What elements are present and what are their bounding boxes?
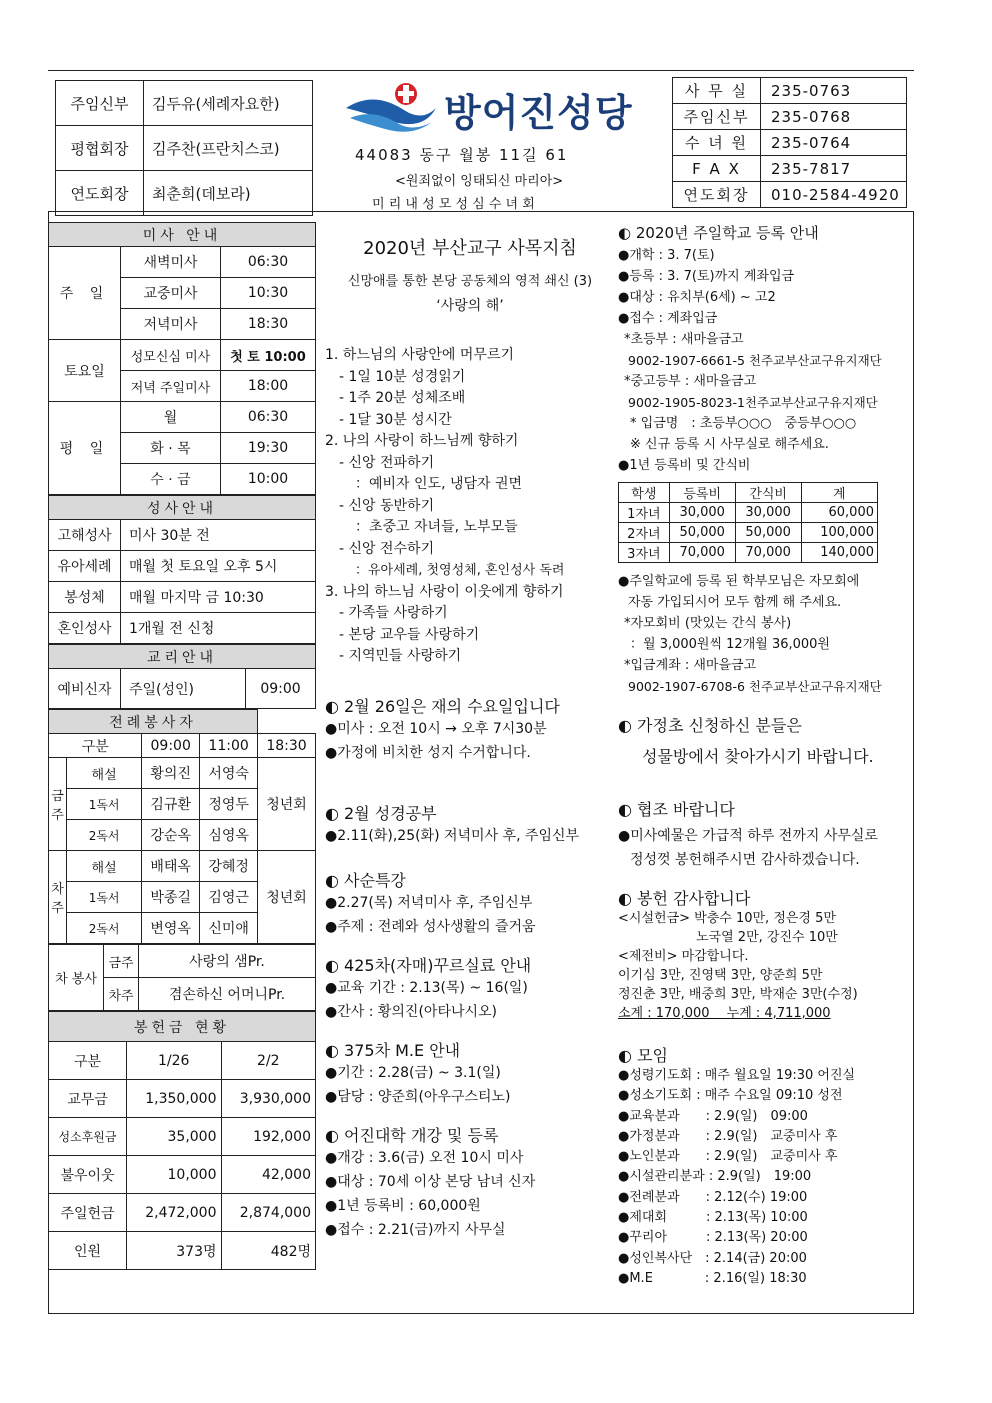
mass-time: 첫 토 10:00 [221,340,316,371]
meeting-line: ●시설관리분과 : 2.9(일) 19:00 [618,1169,812,1185]
server-name: 강순옥 [142,820,200,851]
offering-table [48,1011,316,1270]
school-line: *중고등부 : 새마을금고 [624,374,757,389]
guide-line: ：예비자 인도, 냉담자 권면 [355,476,523,492]
offering-value: 1,350,000 [127,1080,222,1118]
parents-info [618,571,913,697]
mass-name: 수 · 금 [121,464,221,495]
meeting-line: ●가정분과 : 2.9(일) 교중미사 후 [618,1128,838,1144]
meeting-line: ●전례분과 : 2.12(수) 19:00 [618,1189,808,1205]
pastor-phone: 235-0768 [761,104,907,130]
meetings-list [618,1066,913,1289]
sisters-name: 미 리 내 성 모 성 심 수 녀 회 [372,197,535,212]
pastoral-guide-subtitle: 신망애를 통한 본당 공동체의 영적 쇄신 (3) [347,274,593,289]
sacrament-value: 미사 30분 전 [121,520,316,551]
lent-lecture-title: ◐ 사순특강 [325,870,406,890]
school-line: ●대상 : 유치부(6세) ~ 고2 [618,290,776,305]
mass-time: 18:30 [221,309,316,340]
liturgy-head: 09:00 [142,734,200,758]
meeting-line: ●M.E : 2.16(일) 18:30 [618,1270,807,1286]
sacrament-label: 혼인성사 [49,613,121,644]
meeting-line: ●교육분과 : 2.9(일) 09:00 [618,1108,808,1124]
fee-cell: 3자녀 [619,543,670,563]
fee-head: 계 [801,483,877,503]
mass-time: 06:30 [221,247,316,278]
fee-cell: 50,000 [735,523,801,543]
guide-line: 1. 하느님의 사랑안에 머무르기 [325,347,514,363]
offering-head: 2/2 [221,1042,316,1080]
offering-label: 교무금 [49,1080,127,1118]
parent-line: *자모회비 (맛있는 간식 봉사) [624,616,792,631]
guide-line: 2. 나의 사랑이 하느님께 향하기 [325,433,519,449]
server-name: 서영숙 [200,758,258,789]
fee-cell: 30,000 [735,503,801,523]
liturgy-title: 전례봉사자 [49,710,258,734]
car-week: 차주 [104,978,139,1011]
fee-cell: 70,000 [669,543,735,563]
thanks-line: 노국열 2만, 강진수 10만 [696,930,838,945]
thanks-line: 정진춘 3만, 배중희 3만, 박재순 3만(수정) [618,987,858,1002]
fee-cell: 100,000 [801,523,877,543]
palm-title: ◐ 가정초 신청하신 분들은 [618,716,802,735]
cursillo-line: ●교육 기간 : 2.13(목) ~ 16(일) [325,979,528,996]
me-line: ●기간 : 2.28(금) ~ 3.1(일) [325,1064,501,1081]
car-week: 금주 [104,945,139,978]
pastor-label: 주임신부 [56,81,144,126]
parent-line: 자동 가입되시어 모두 함께 해 주세요. [628,595,842,610]
school-line: *초등부 : 새마을금고 [624,332,744,347]
offering-value: 10,000 [127,1156,222,1194]
liturgy-head: 구분 [49,734,142,758]
fee-cell: 140,000 [801,543,877,563]
server-name: 김영근 [200,882,258,913]
car-group: 겸손하신 어머니Pr. [139,978,316,1011]
fax-label: F A X [673,156,761,182]
pastoral-guide-title: 2020년 부산교구 사목지침 [363,238,577,259]
school-line: ●1년 등록비 및 간식비 [618,458,751,473]
mass-name: 저녁미사 [121,309,221,340]
role-label: 해설 [67,851,142,882]
thanks-line: 이기심 3만, 진영택 3만, 양준희 5만 [618,968,823,983]
sunday-label: 주 일 [49,247,121,340]
guide-line: - 1일 10분 성경읽기 [339,368,466,385]
me-line: ●담당 : 양준희(아우구스티노) [325,1088,511,1105]
server-name: 강혜정 [200,851,258,882]
mass-time: 10:00 [221,464,316,495]
offering-label: 성소후원금 [49,1118,127,1156]
sacrament-value: 1개월 전 신청 [121,613,316,644]
cursillo-title: ◐ 425차(자매)꾸르실료 안내 [325,955,532,975]
offering-head: 1/26 [127,1042,222,1080]
meeting-line: ●제대회 : 2.13(목) 10:00 [618,1210,808,1226]
school-line: ●개학 : 3. 7(토) [618,248,715,263]
council-name: 김주찬(프란치스코) [144,126,313,171]
office-label: 사 무 실 [673,78,761,104]
cooperation-line: ●미사예물은 가급적 하루 전까지 사무실로 [618,828,878,844]
liturgy-head: 18:30 [258,734,316,758]
server-name: 신미애 [200,913,258,944]
fee-head: 학생 [619,483,670,503]
senior-college-line: ●접수 : 2.21(금)까지 사무실 [325,1221,506,1238]
mass-time: 06:30 [221,402,316,433]
mass-name: 교중미사 [121,278,221,309]
senior-college-line: ●대상 : 70세 이상 본당 남녀 신자 [325,1173,536,1190]
church-name: 방어진성당 [444,91,633,135]
mass-time: 10:30 [221,278,316,309]
pastor-phone-label: 주임신부 [673,104,761,130]
school-line: * 입금명 : 초등부○○○ 중등부○○○ [630,416,857,431]
offering-value: 35,000 [127,1118,222,1156]
church-logo-icon [344,78,439,133]
offering-value: 42,000 [221,1156,316,1194]
mass-table [48,222,316,495]
doctrine-label: 예비신자 [49,669,121,709]
guide-line: - 신앙 동반하기 [339,497,435,514]
pastoral-guide-list [325,345,615,668]
left-column [48,222,316,1270]
fax-number: 235-7817 [761,156,907,182]
thanks-title: ◐ 봉헌 감사합니다 [618,889,751,908]
meeting-line: ●노인분과 : 2.9(일) 교중미사 후 [618,1149,838,1165]
offering-title: 봉헌금 현황 [49,1012,316,1042]
parent-line: ●주일학교에 등록 된 학부모님은 자모회에 [618,574,860,589]
school-line: ●등록 : 3. 7(토)까지 계좌입금 [618,269,795,284]
palm-line: 성물방에서 찾아가시기 바랍니다. [642,747,874,766]
car-group: 사랑의 샘Pr. [139,945,316,978]
offering-value: 2,472,000 [127,1194,222,1232]
senior-college-title: ◐ 어진대학 개강 및 등록 [325,1125,499,1145]
parent-line: ：월 3,000원씩 12개월 36,000원 [630,637,830,652]
fee-cell: 60,000 [801,503,877,523]
role-label: 1독서 [67,789,142,820]
meeting-line: ●성소기도회 : 매주 수요일 09:10 성전 [618,1088,843,1104]
thanks-list [618,909,913,1023]
pastor-name: 김두유(세례자요한) [144,81,313,126]
mass-time: 19:30 [221,433,316,464]
ash-wednesday-line: ●미사 : 오전 10시 → 오후 7시30분 [325,720,547,737]
mass-name: 새벽미사 [121,247,221,278]
convent-label: 수 녀 원 [673,130,761,156]
meetings-title: ◐ 모임 [618,1046,668,1065]
school-line: 9002-1905-8023-1천주교부산교구유지재단 [628,395,878,410]
mass-name: 월 [121,402,221,433]
fee-head: 등록비 [669,483,735,503]
fee-cell: 50,000 [669,523,735,543]
fee-table [618,482,878,563]
role-label: 2독서 [67,820,142,851]
server-name: 박종길 [142,882,200,913]
sacrament-table [48,495,316,644]
middle-column [325,228,615,1242]
sunday-school-info [618,245,913,476]
server-name: 김규환 [142,789,200,820]
right-column [618,222,913,1289]
guide-line: ：초중고 자녀들, 노부모들 [355,519,518,535]
role-label: 해설 [67,758,142,789]
me-title: ◐ 375차 M.E 안내 [325,1040,461,1060]
sunday-school-title: ◐ 2020년 주일학교 등록 안내 [618,224,819,242]
cooperation-title: ◐ 협조 바랍니다 [618,800,735,819]
meeting-line: ●성령기도회 : 매주 월요일 19:30 어진실 [618,1068,856,1083]
server-name: 청년회 [258,851,316,944]
server-name: 청년회 [258,758,316,851]
sacrament-label: 봉성체 [49,582,121,613]
cursillo-line: ●간사 : 황의진(아타나시오) [325,1003,497,1020]
lent-lecture-line: ●주제 : 전례와 성사생활의 즐거움 [325,918,536,935]
yeondo-name: 최춘희(데보라) [144,171,313,216]
server-name: 변영옥 [142,913,200,944]
doctrine-value: 주일(성인) [121,669,246,709]
thanks-total: 소계 : 170,000 누계 : 4,711,000 [618,1006,831,1021]
church-motto: <원죄없이 잉태되신 마리아> [395,174,564,189]
senior-college-line: ●1년 등록비 : 60,000원 [325,1197,481,1214]
car-table [48,944,316,1011]
church-logo-block [340,72,660,142]
sacrament-label: 유아세례 [49,551,121,582]
this-week-label: 금주 [49,758,67,851]
thanks-line: <제전비> 마감합니다. [618,949,749,964]
saturday-label: 토요일 [49,340,121,402]
meeting-line: ●성인복사단 : 2.14(금) 20:00 [618,1250,807,1266]
lent-lecture-line: ●2.27(목) 저녁미사 후, 주임신부 [325,894,533,911]
guide-line: - 1주 20분 성체조배 [339,390,466,406]
fee-head: 간식비 [735,483,801,503]
school-line: 9002-1907-6661-5 천주교부산교구유지재단 [628,353,882,368]
header-left-table [55,80,313,216]
role-label: 1독서 [67,882,142,913]
yeondo-label: 연도회장 [56,171,144,216]
offering-value: 373명 [127,1232,222,1270]
guide-line: - 1달 30분 성시간 [339,411,452,428]
guide-line: 3. 나의 하느님 사랑이 이웃에게 향하기 [325,583,564,600]
offering-label: 인원 [49,1232,127,1270]
council-label: 평협회장 [56,126,144,171]
senior-college-line: ●개강 : 3.6(금) 오전 10시 미사 [325,1149,524,1166]
ash-wednesday-line: ●가정에 비치한 성지 수거합니다. [325,744,531,761]
bible-study-line: ●2.11(화),25(화) 저녁미사 후, 주임신부 [325,827,580,844]
offering-value: 3,930,000 [221,1080,316,1118]
liturgy-table [48,709,316,944]
fee-cell: 2자녀 [619,523,670,543]
guide-line: - 신앙 전수하기 [339,540,435,557]
meeting-line: ●꾸리아 : 2.13(목) 20:00 [618,1230,808,1246]
parent-line: 9002-1907-6708-6 천주교부산교구유지재단 [628,679,882,694]
mass-time: 18:00 [221,371,316,402]
server-name: 황의진 [142,758,200,789]
convent-phone: 235-0764 [761,130,907,156]
sacrament-value: 매월 첫 토요일 오후 5시 [121,551,316,582]
yeondo-phone-label: 연도회장 [673,182,761,208]
guide-line: ：유아세례, 첫영성체, 혼인성사 독려 [355,563,565,578]
doctrine-time: 09:00 [246,669,316,709]
office-phone: 235-0763 [761,78,907,104]
offering-value: 2,874,000 [221,1194,316,1232]
mass-name: 성모신심 미사 [121,340,221,371]
weekday-label: 평 일 [49,402,121,495]
doctrine-table [48,644,316,709]
mass-title: 미사 안내 [49,223,316,247]
sacrament-title: 성사안내 [49,496,316,520]
server-name: 심영옥 [200,820,258,851]
offering-value: 192,000 [221,1118,316,1156]
school-line: ※ 신규 등록 시 사무실로 해주세요. [630,437,829,452]
offering-label: 불우이웃 [49,1156,127,1194]
next-week-label: 차주 [49,851,67,944]
offering-value: 482명 [221,1232,316,1270]
offering-label: 주일헌금 [49,1194,127,1232]
pastoral-guide-year: ‘사랑의 해’ [436,298,504,314]
server-name: 정영두 [200,789,258,820]
fee-cell: 1자녀 [619,503,670,523]
car-service-label: 차 봉사 [49,945,104,1011]
sacrament-value: 매월 마지막 금 10:30 [121,582,316,613]
thanks-line: <시설헌금> 박충수 10만, 정은경 5만 [618,911,836,926]
bible-study-title: ◐ 2월 성경공부 [325,803,437,823]
mass-name: 화 · 목 [121,433,221,464]
ash-wednesday-title: ◐ 2월 26일은 재의 수요일입니다 [325,696,560,716]
server-name: 배태옥 [142,851,200,882]
mass-name: 저녁 주일미사 [121,371,221,402]
guide-line: - 신앙 전파하기 [339,454,435,471]
header-right-table [672,77,907,208]
sacrament-label: 고해성사 [49,520,121,551]
yeondo-phone: 010-2584-4920 [761,182,907,208]
school-line: ●접수 : 계좌입금 [618,311,718,326]
role-label: 2독서 [67,913,142,944]
fee-cell: 70,000 [735,543,801,563]
offering-head: 구분 [49,1042,127,1080]
parent-line: *입금계좌 : 새마을금고 [624,658,757,673]
guide-line: - 지역민들 사랑하기 [339,648,462,664]
liturgy-head: 11:00 [200,734,258,758]
doctrine-title: 교리안내 [49,645,316,669]
guide-line: - 본당 교우들 사랑하기 [339,626,480,643]
cooperation-line: 정성껏 봉헌해주시면 감사하겠습니다. [630,852,860,868]
fee-cell: 30,000 [669,503,735,523]
guide-line: - 가족들 사랑하기 [339,605,448,621]
church-address: 44083 동구 월봉 11길 61 [355,146,569,164]
